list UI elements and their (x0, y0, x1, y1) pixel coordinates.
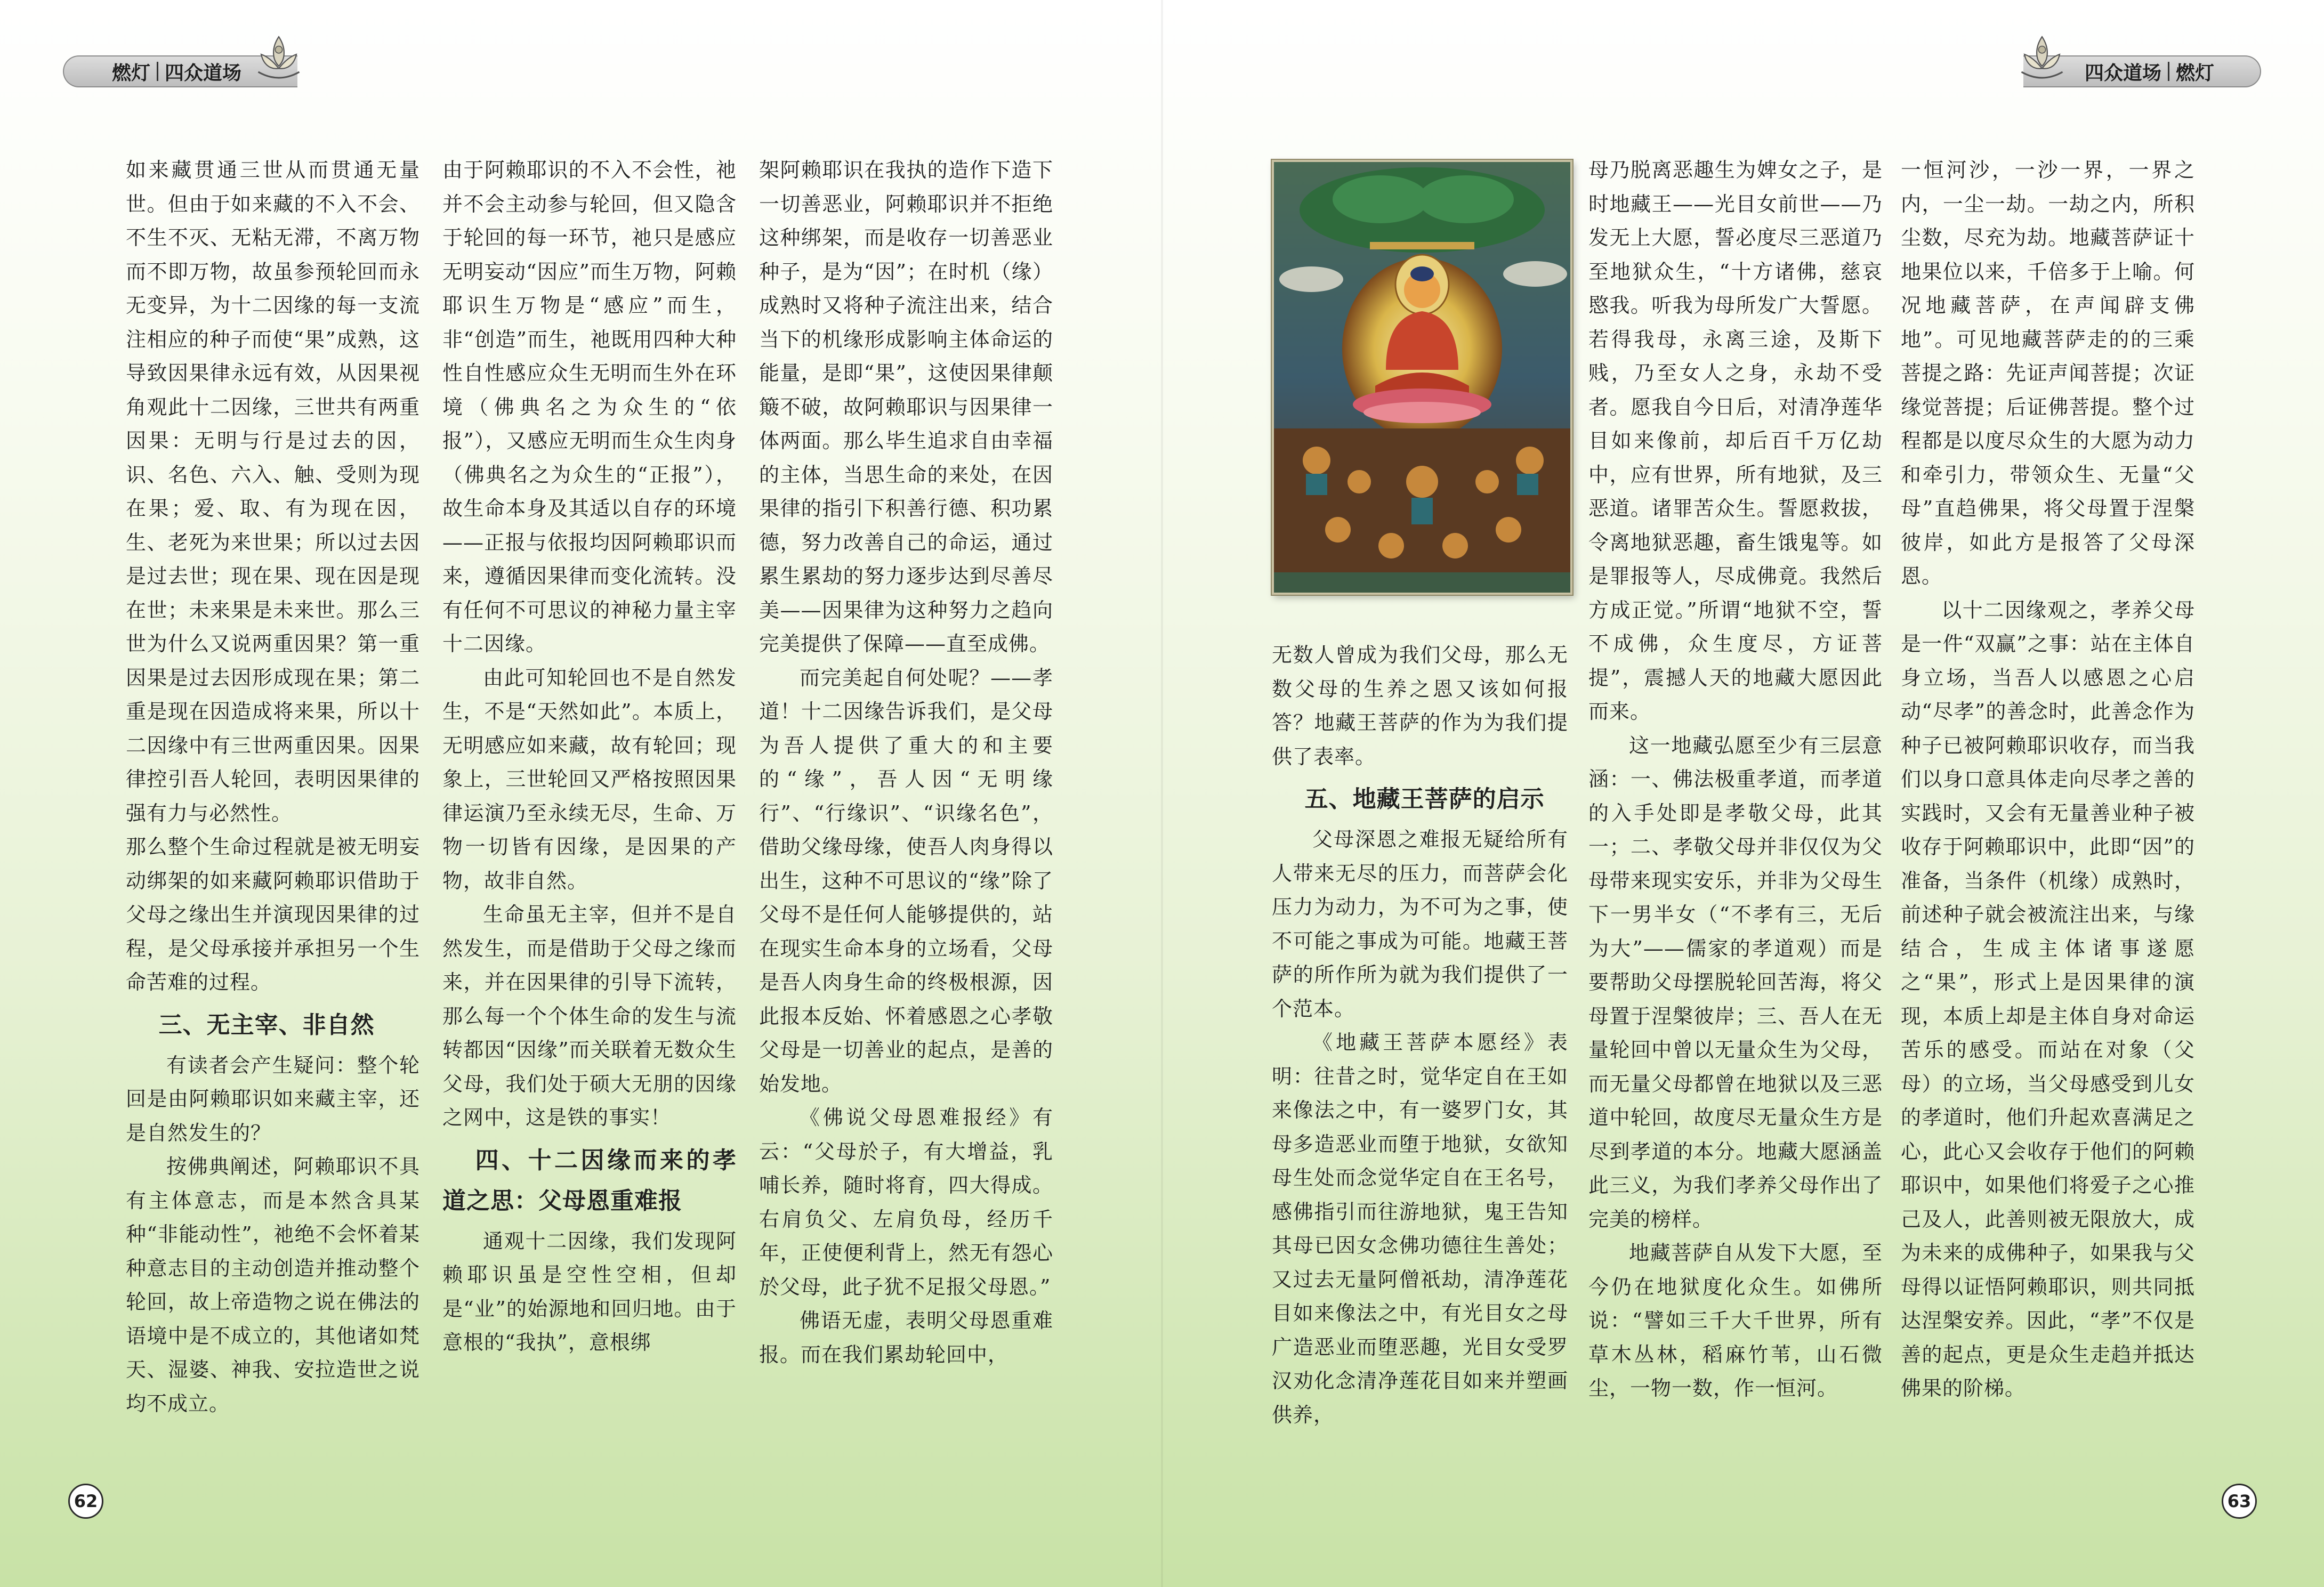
text-column-2 (442, 153, 737, 1360)
page-number-left: 62 (68, 1484, 103, 1519)
text-column-3 (759, 153, 1053, 1372)
body-paragraph: 通观十二因缘，我们发现阿赖耶识虽是空性空相，但却是“业”的始源地和回归地。由于意根的“我执”，意根绑 (442, 1229, 737, 1354)
body-paragraph: 《地藏王菩萨本愿经》表明：往昔之时，觉华定自在王如来像法之中，有一婆罗门女，其母多造恶业而堕于地狱，女欲知母生处而念觉华定自在王名号，感佛指引而往游地狱，鬼王告知其母已因女念佛功德往生善处；又过去无量阿僧祇劫，清净莲花目如来像法之中，有光目女之母广造恶业而堕恶趣，光目女受罗汉劝化念清净莲花目如来并塑画供养， (1272, 1031, 1568, 1427)
header-right-magazine: 燃灯 (2175, 62, 2214, 84)
running-header-left (63, 55, 297, 87)
body-paragraph: 母乃脱离恶趣生为婢女之子，是时地藏王——光目女前世——乃发无上大愿，誓必度尽三恶道乃至地狱众生，“十方诸佛，慈哀愍我。听我为母所发广大誓愿。若得我母，永离三途，及斯下贱，乃至女人之身，永劫不受者。愿我自今日后，对清净莲华目如来像前，却后百千万亿劫中，应有世界，所有地狱，及三恶道。诸罪苦众生。誓愿救拔，令离地狱恶趣，畜生饿鬼等。如是罪报等人，尽成佛竟。我然后方成正觉。”所谓“地狱不空，誓不成佛，众生度尽，方证菩提”，震撼人天的地藏大愿因此而来。 (1588, 158, 1883, 723)
section-heading: 五、地藏王菩萨的启示 (1304, 786, 1545, 813)
text-column-5 (1588, 153, 1883, 1406)
body-paragraph: 那么整个生命过程就是被无明妄动绑架的如来藏阿赖耶识借助于父母之缘出生并演现因果律的过程，是父母承接并承担另一个生命苦难的过程。 (126, 835, 420, 994)
thangka-painting-image (1272, 160, 1572, 595)
body-paragraph: 地藏菩萨自从发下大愿，至今仍在地狱度化众生。如佛所说：“譬如三千大千世界，所有草木丛林，稻麻竹苇，山石微尘，一物一数，作一恒河。 (1588, 1241, 1883, 1400)
header-left-section: 四众道场 (165, 62, 242, 84)
body-paragraph: 《佛说父母恩难报经》有云：“父母於子，有大增益，乳哺长养，随时将育，四大得成。右肩负父、左肩负母，经历千年，正使便利背上，然无有怨心於父母，此子犹不足报父母恩。” (759, 1106, 1053, 1299)
lotus-emblem-icon (249, 31, 308, 90)
text-column-1 (126, 153, 420, 1421)
section-heading: 三、无主宰、非自然 (158, 1011, 375, 1039)
body-paragraph: 佛语无虚，表明父母恩重难报。而在我们累劫轮回中， (759, 1309, 1053, 1366)
body-paragraph: 按佛典阐述，阿赖耶识不具有主体意志，而是本然含具某种“非能动性”，祂绝不会怀着某种意志目的主动创造并推动整个轮回，故上帝造物之说在佛法的语境中是不成立的，其他诸如梵天、湿婆、神我、安拉造世之说均不成立。 (126, 1155, 420, 1415)
body-paragraph: 以十二因缘观之，孝养父母是一件“双赢”之事：站在主体自身立场，当吾人以感恩之心启动“尽孝”的善念时，此善念作为种子已被阿赖耶识收存，而当我们以身口意具体走向尽孝之善的实践时，又会有无量善业种子被收存于阿赖耶识中，此即“因”的准备，当条件（机缘）成熟时，前述种子就会被流注出来，与缘结合，生成主体诸事遂愿之“果”，形式上是因果律的演现，本质上却是主体自身对命运苦乐的感受。而站在对象（父母）的立场，当父母感受到儿女的孝道时，他们升起欢喜满足之心，此心又会收存于他们的阿赖耶识中，如果他们将爱子之心推己及人，此善则被无限放大，成为未来的成佛种子，如果我与父母得以证悟阿赖耶识，则共同抵达涅槃安养。因此，“孝”不仅是善的起点，更是众生走趋并抵达佛果的阶梯。 (1901, 598, 2195, 1400)
body-paragraph: 如来藏贯通三世从而贯通无量世。但由于如来藏的不入不会、不生不灭、无粘无滞，不离万物而不即万物，故虽参预轮回而永无变异，为十二因缘的每一支流注相应的种子而使“果”成熟，这导致因果律永远有效，从因果视角观此十二因缘，三世共有两重因果：无明与行是过去的因，识、名色、六入、触、受则为现在果；爱、取、有为现在因，生、老死为来世果；所以过去因是过去世；现在果、现在因是现在世；未来果是未来世。那么三世为什么又说两重因果？第一重因果是过去因形成现在果；第二重是现在因造成将来果，所以十二因缘中有三世两重因果。因果律控引吾人轮回，表明因果律的强有力与必然性。 (126, 158, 420, 825)
header-separator (2168, 62, 2169, 81)
body-paragraph: 一恒河沙，一沙一界，一界之内，一尘一劫。一劫之内，所积尘数，尽充为劫。地藏菩萨证十地果位以来，千倍多于上喻。何况地藏菩萨，在声闻辟支佛地”。可见地藏菩萨走的的三乘菩提之路：先证声闻菩提；次证缘觉菩提；后证佛菩提。整个过程都是以度尽众生的大愿为动力和牵引力，带领众生、无量“父母”直趋佛果，将父母置于涅槃彼岸，如此方是报答了父母深恩。 (1901, 158, 2195, 588)
header-right-section: 四众道场 (2084, 62, 2161, 84)
body-paragraph: 这一地藏弘愿至少有三层意涵：一、佛法极重孝道，而孝道的入手处即是孝敬父母，此其一；二、孝敬父母并非仅仅为父母带来现实安乐，并非为父母生下一男半女（“不孝有三，无后为大”——儒家的孝道观）而是要帮助父母摆脱轮回苦海，将父母置于涅槃彼岸；三、吾人在无量轮回中曾以无量众生为父母，而无量父母都曾在地狱以及三恶道中轮回，故度尽无量众生方是尽到孝道的本分。地藏大愿涵盖此三义，为我们孝养父母作出了完美的榜样。 (1588, 733, 1883, 1231)
page-number-right: 63 (2222, 1484, 2257, 1519)
text-column-4 (1272, 638, 1568, 1432)
header-separator (157, 62, 158, 81)
text-column-6 (1901, 153, 2195, 1406)
body-paragraph: 父母深恩之难报无疑给所有人带来无尽的压力，而菩萨会化压力为动力，为不可为之事，使不可能之事成为可能。地藏王菩萨的所作所为就为我们提供了一个范本。 (1272, 828, 1568, 1021)
section-heading: 四、十二因缘而来的孝道之思：父母恩重难报 (442, 1146, 737, 1214)
body-paragraph: 无数人曾成为我们父母，那么无数父母的生养之恩又该如何报答？地藏王菩萨的作为为我们提供了表率。 (1272, 643, 1568, 768)
page-gutter (1161, 0, 1163, 1587)
body-paragraph: 由于阿赖耶识的不入不会性，祂并不会主动参与轮回，但又隐含于轮回的每一环节，祂只是感应无明妄动“因应”而生万物，阿赖耶识生万物是“感应”而生，非“创造”而生，祂既用四种大种性自性感应众生无明而生外在环境（佛典名之为众生的“依报”），又感应无明而生众生肉身（佛典名之为众生的“正报”），故生命本身及其适以自存的环境——正报与依报均因阿赖耶识而来，遵循因果律而变化流转。没有任何不可思议的神秘力量主宰十二因缘。 (442, 158, 737, 655)
buddha-painting-icon (1274, 162, 1570, 593)
lotus-emblem-icon (2013, 31, 2071, 90)
body-paragraph: 而完美起自何处呢？——孝道！十二因缘告诉我们，是父母为吾人提供了重大的和主要的“缘”，吾人因“无明缘行”、“行缘识”、“识缘名色”，借助父缘母缘，使吾人肉身得以出生，这种不可思议的“缘”除了父母不是任何人能够提供的，站在现实生命本身的立场看，父母是吾人肉身生命的终极根源，因此报本反始、怀着感恩之心孝敬父母是一切善业的起点，是善的始发地。 (759, 666, 1053, 1096)
running-header-right (2023, 55, 2261, 87)
body-paragraph: 架阿赖耶识在我执的造作下造下一切善恶业，阿赖耶识并不拒绝这种绑架，而是收存一切善恶业种子，是为“因”；在时机（缘）成熟时又将种子流注出来，结合当下的机缘形成影响主体命运的能量，是即“果”，这使因果律颠簸不破，故阿赖耶识与因果律一体两面。那么毕生追求自由幸福的主体，当思生命的来处，在因果律的指引下积善行德、积功累德，努力改善自己的命运，通过累生累劫的努力逐步达到尽善尽美——因果律为这种努力之趋向完美提供了保障——直至成佛。 (759, 158, 1053, 655)
header-left-magazine: 燃灯 (112, 62, 151, 84)
body-paragraph: 有读者会产生疑问：整个轮回是由阿赖耶识如来藏主宰，还是自然发生的？ (126, 1053, 420, 1145)
body-paragraph: 由此可知轮回也不是自然发生，不是“天然如此”。本质上，无明感应如来藏，故有轮回；现象上，三世轮回又严格按照因果律运演乃至永续无尽，生命、万物一切皆有因缘，是因果的产物，故非自然。 (442, 666, 737, 893)
body-paragraph: 生命虽无主宰，但并不是自然发生，而是借助于父母之缘而来，并在因果律的引导下流转，那么每一个个体生命的发生与流转都因“因缘”而关联着无数众生父母，我们处于硕大无朋的因缘之网中，这是铁的事实！ (442, 903, 737, 1129)
